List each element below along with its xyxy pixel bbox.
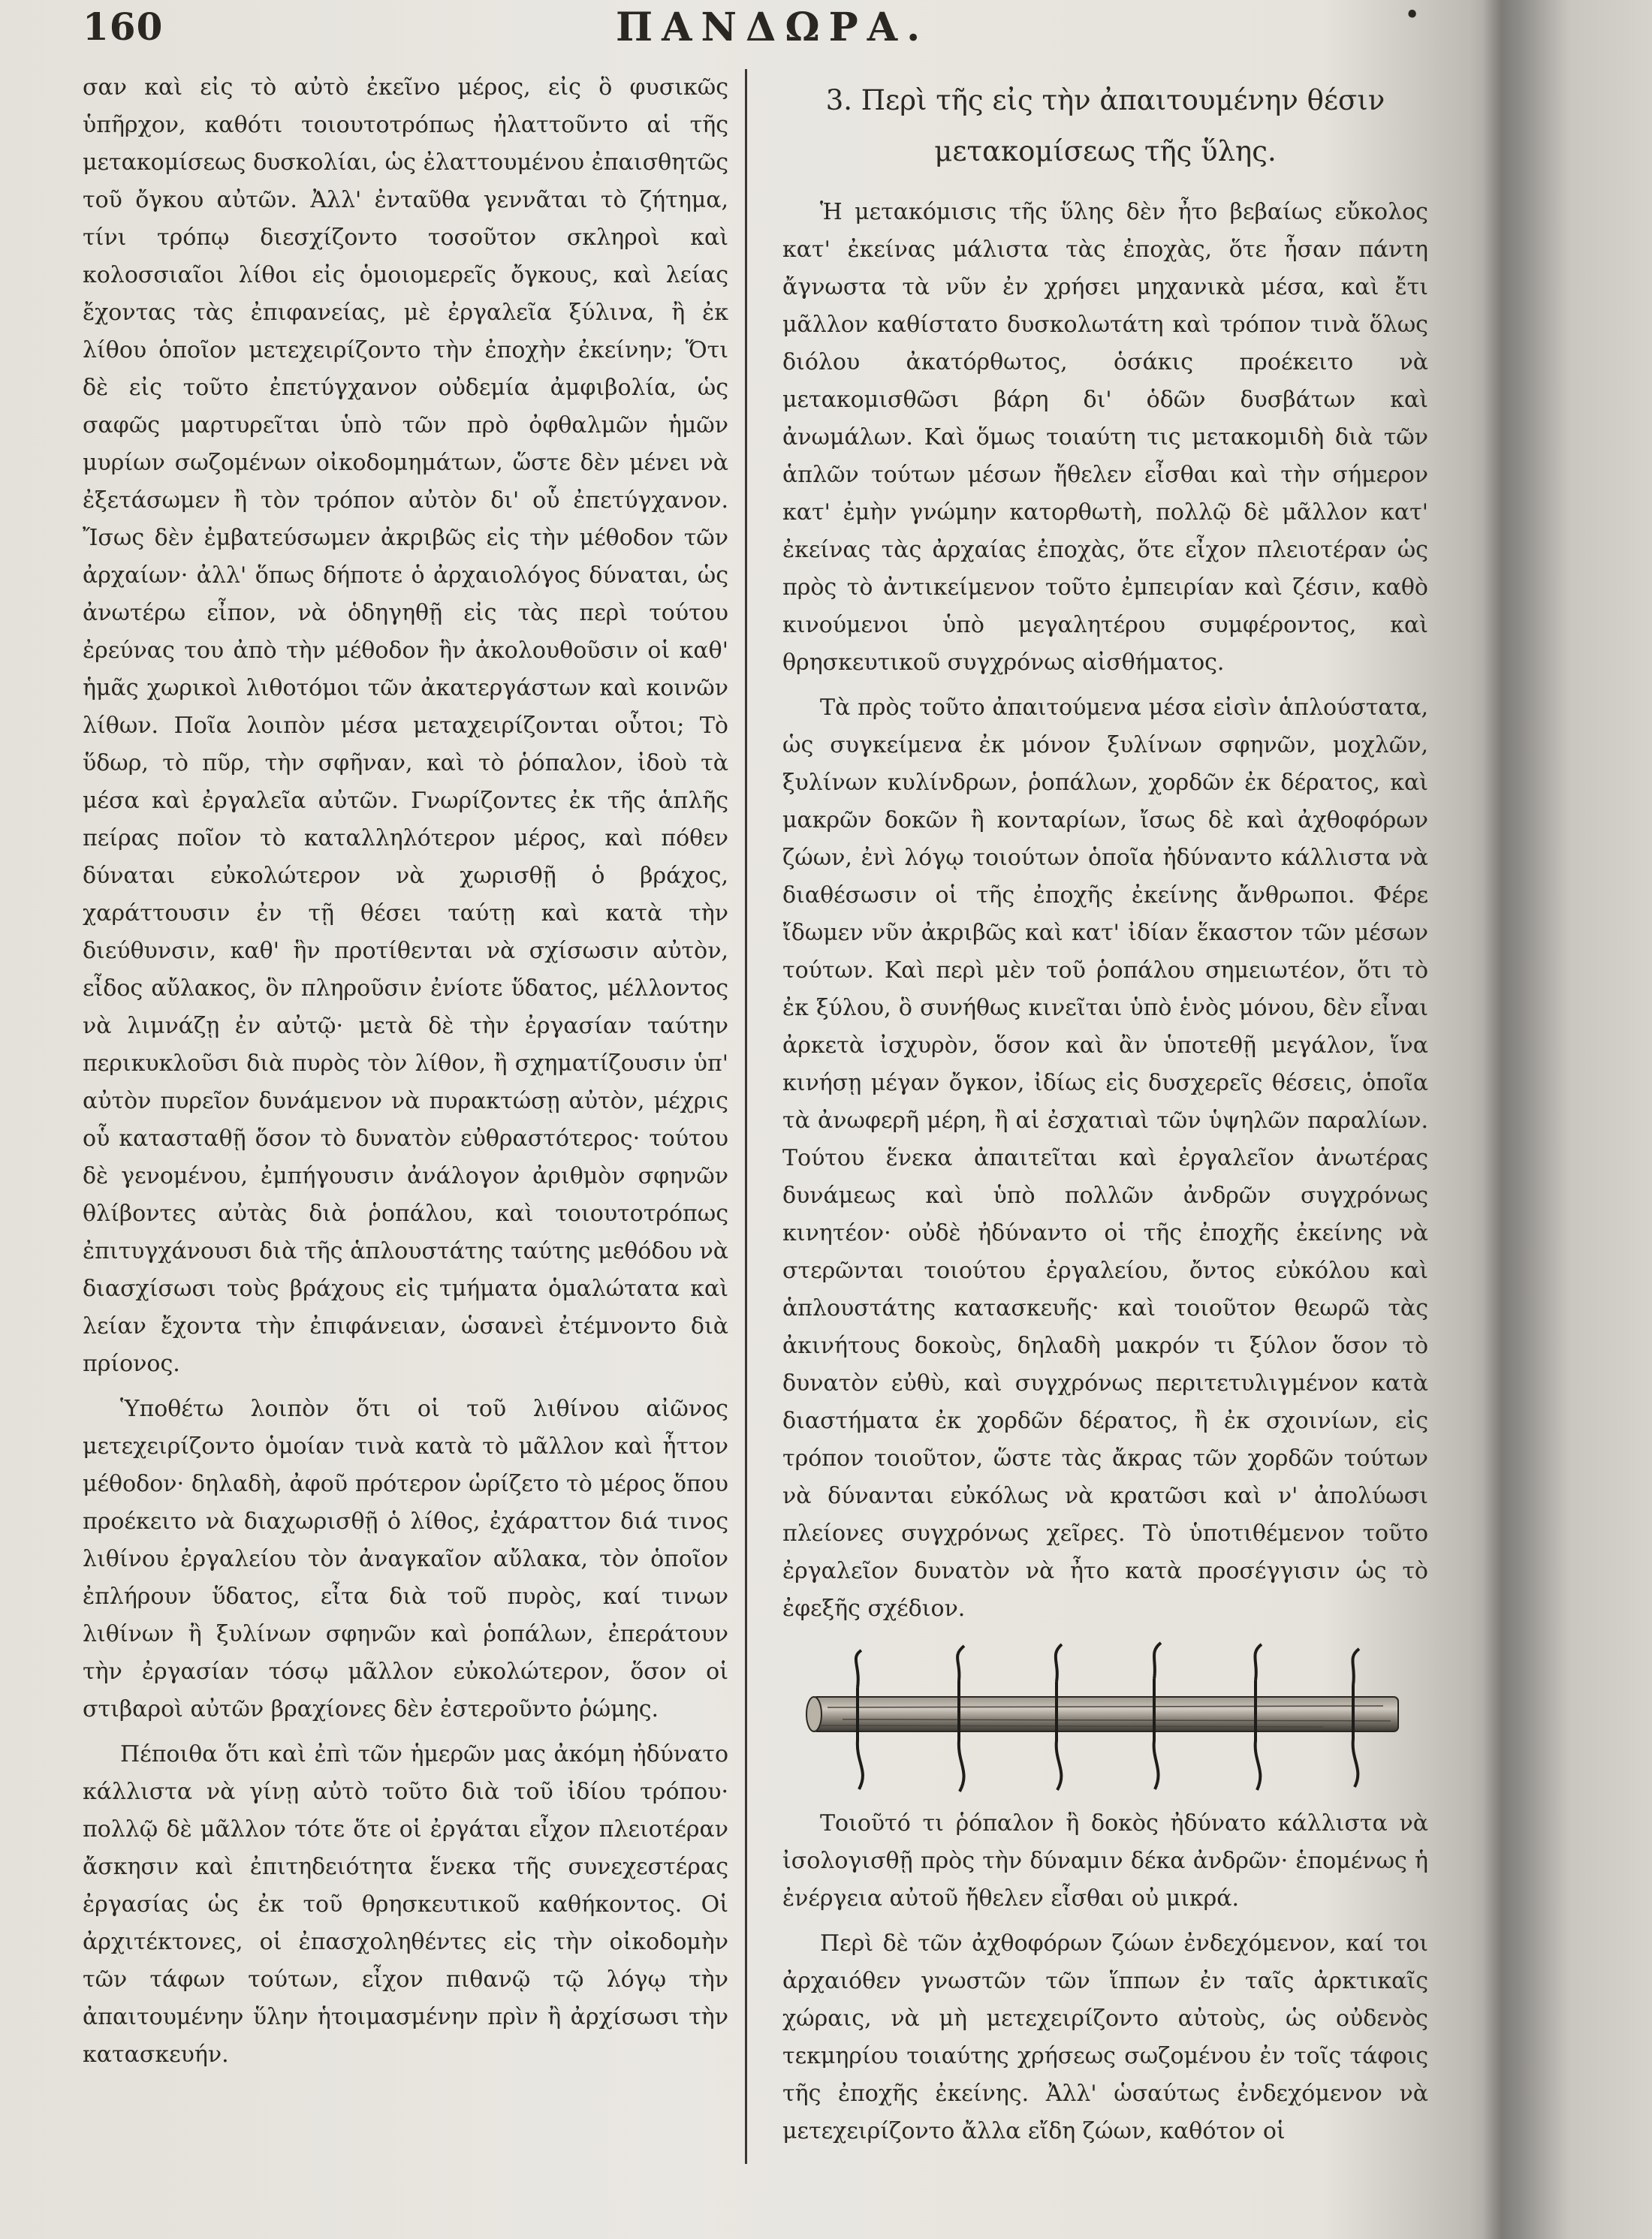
left-paragraph-1: σαν καὶ εἰς τὸ αὐτὸ ἐκεῖνο μέρος, εἰς ὃ φυσικῶς ὑπῆρχον, καθότι τοιουτοτρόπως ἠλαττοῦντο αἱ τῆς μετακομίσεως δυσκολίαι, ὡς ἐλαττουμένου ἐπαισθητῶς τοῦ ὄγκου αὐτῶν. Ἀλλ' ἐνταῦθα γεννᾶται τὸ ζήτημα, τίνι τρόπῳ διεσχίζοντο τοσοῦτον σκληροὶ καὶ κολοσσιαῖοι λίθοι εἰς ὁμοιομερεῖς ὄγκους, καὶ λείας ἔχοντας τὰς ἐπιφανείας, μὲ ἐργαλεῖα ξύλινα, ἢ ἐκ λίθου ὁποῖον μετεχειρίζοντο τὴν ἐποχὴν ἐκείνην; Ὅτι δὲ εἰς τοῦτο ἐπετύγχανον οὐδεμία ἀμφιβολία, ὡς σαφῶς μαρτυρεῖται ὑπὸ τῶν πρὸ ὀφθαλμῶν ἡμῶν μυρίων σωζομένων οἰκοδομημάτων, ὥστε δὲν μένει νὰ ἐξετάσωμεν ἢ τὸν τρόπον αὐτὸν δι' οὗ ἐπετύγχανον. Ἴσως δὲν ἐμβατεύσωμεν ἀκριβῶς εἰς τὴν μέθοδον τῶν ἀρχαίων· ἀλλ' ὅπως δήποτε ὁ ἀρχαιολόγος δύναται, ὡς ἀνωτέρω εἶπον, νὰ ὁδηγηθῇ εἰς τὰς περὶ τούτου ἐρεύνας του ἀπὸ τὴν μέθοδον ἣν ἀκολουθοῦσιν οἱ καθ' ἡμᾶς χωρικοὶ λιθοτόμοι τῶν ἀκατεργάστων καὶ κοινῶν λίθων. Ποῖα λοιπὸν μέσα μεταχειρίζονται οὗτοι; Τὸ ὕδωρ, τὸ πῦρ, τὴν σφῆναν, καὶ τὸ ῥόπαλον, ἰδοὺ τὰ μέσα καὶ ἐργαλεῖα αὐτῶν. Γνωρίζοντες ἐκ τῆς ἁπλῆς πείρας ποῖον τὸ καταλληλότερον μέρος, καὶ πόθεν δύναται εὐκολώτερον νὰ χωρισθῇ ὁ βράχος, χαράττουσιν ἐν τῇ θέσει ταύτῃ καὶ κατὰ τὴν διεύθυνσιν, καθ' ἣν προτίθενται νὰ σχίσωσιν αὐτὸν, εἶδος αὔλακος, ὃν πληροῦσιν ἐνίοτε ὕδατος, μέλλοντος νὰ λιμνάζῃ ἐν αὐτῷ· μετὰ δὲ τὴν ἐργασίαν ταύτην περικυκλοῦσι διὰ πυρὸς τὸν λίθον, ἢ σχηματίζουσιν ὑπ' αὐτὸν πυρεῖον δυνάμενον νὰ πυρακτώσῃ αὐτὸν, μέχρις οὗ κατασταθῇ ὅσον τὸ δυνατὸν εὐθραστότερος· τούτου δὲ γενομένου, ἐμπήγουσιν ἀνάλογον ἀριθμὸν σφηνῶν θλίβοντες αὐτὰς διὰ ῥοπάλου, καὶ τοιουτοτρόπως ἐπιτυγχάνουσι διὰ τῆς ἁπλουστάτης ταύτης μεθόδου νὰ διασχίσωσι τοὺς βράχους εἰς τμήματα ὁμαλώτατα καὶ λείαν ἔχοντα τὴν ἐπιφάνειαν, ὡσανεὶ ἐτέμνοντο διὰ πρίονος. xyxy=(83,74,728,1377)
margin-mark: • xyxy=(1404,0,1421,31)
left-paragraph-2: Ὑποθέτω λοιπὸν ὅτι οἱ τοῦ λιθίνου αἰῶνος μετεχειρίζοντο ὁμοίαν τινὰ κατὰ τὸ μᾶλλον καὶ ἧττον μέθοδον· δηλαδὴ, ἀφοῦ πρότερον ὡρίζετο τὸ μέρος ὅπου προέκειτο νὰ διαχωρισθῇ ὁ λίθος, ἐχάραττον διά τινος λιθίνου ἐργαλείου τὸν ἀναγκαῖον αὔλακα, τὸν ὁποῖον ἐπλήρουν ὕδατος, εἶτα διὰ τοῦ πυρὸς, καί τινων λιθίνων ἢ ξυλίνων σφηνῶν καὶ ῥοπάλων, ἐπεράτουν τὴν ἐργασίαν τόσῳ μᾶλλον εὐκολώτερον, ὅσον οἱ στιβαροὶ αὐτῶν βραχίονες δὲν ἐστεροῦντο ῥώμης. xyxy=(83,1396,728,1722)
left-paragraph-3: Πέποιθα ὅτι καὶ ἐπὶ τῶν ἡμερῶν μας ἀκόμη ἠδύνατο κάλλιστα νὰ γίνῃ αὐτὸ τοῦτο διὰ τοῦ ἰδίου τρόπου· πολλῷ δὲ μᾶλλον τότε ὅτε οἱ ἐργάται εἶχον πλειοτέραν ἄσκησιν καὶ ἐπιτηδειότητα ἕνεκα τῆς συνεχεστέρας ἐργασίας ὡς ἐκ τοῦ θρησκευτικοῦ καθήκοντος. Οἱ ἀρχιτέκτονες, οἱ ἐπασχοληθέντες εἰς τὴν οἰκοδομὴν τῶν τάφων τούτων, εἶχον πιθανῷ τῷ λόγῳ τὴν ἀπαιτουμένην ὕλην ἡτοιμασμένην πρὶν ἢ ἀρχίσωσι τὴν κατασκευήν. xyxy=(83,1741,728,2068)
right-paragraph-3: Τοιοῦτό τι ῥόπαλον ἢ δοκὸς ἠδύνατο κάλλιστα νὰ ἰσολογισθῇ πρὸς τὴν δύναμιν δέκα ἀνδρῶν· ἑπομένως ἡ ἐνέργεια αὐτοῦ ἤθελεν εἶσθαι οὐ μικρά. xyxy=(782,1810,1428,1912)
page-gutter-shadow xyxy=(1483,0,1521,2239)
section-heading: 3. Περὶ τῆς εἰς τὴν ἀπαιτουμένην θέσιν μετακομίσεως τῆς ὕλης. xyxy=(825,84,1385,167)
right-paragraph-2: Τὰ πρὸς τοῦτο ἀπαιτούμενα μέσα εἰσὶν ἁπλούστατα, ὡς συγκείμενα ἐκ μόνον ξυλίνων σφηνῶν, μοχλῶν, ξυλίνων κυλίνδρων, ῥοπάλων, χορδῶν ἐκ δέρατος, καὶ μακρῶν δοκῶν ἢ κονταρίων, ἴσως δὲ καὶ ἀχθοφόρων ζώων, ἐνὶ λόγῳ τοιούτων ὁποῖα ἠδύναντο κάλλιστα νὰ διαθέσωσιν οἱ τῆς ἐποχῆς ἐκείνης ἄνθρωποι. Φέρε ἴδωμεν νῦν ἀκριβῶς καὶ κατ' ἰδίαν ἕκαστον τῶν μέσων τούτων. Καὶ περὶ μὲν τοῦ ῥοπάλου σημειωτέον, ὅτι τὸ ἐκ ξύλου, ὃ συνήθως κινεῖται ὑπὸ ἑνὸς μόνου, δὲν εἶναι ἀρκετὰ ἰσχυρὸν, ὅσον καὶ ἂν ὑποτεθῇ μεγάλον, ἵνα κινήσῃ μέγαν ὄγκον, ἰδίως εἰς δυσχερεῖς θέσεις, ὁποῖα τὰ ἀνωφερῆ μέρη, ἢ αἱ ἐσχατιαὶ τῶν ὑψηλῶν παραλίων. Τούτου ἕνεκα ἀπαιτεῖται καὶ ἐργαλεῖον ἀνωτέρας δυνάμεως καὶ ὑπὸ πολλῶν ἀνδρῶν συγχρόνως κινητέον· οὐδὲ ἠδύναντο οἱ τῆς ἐποχῆς ἐκείνης νὰ στερῶνται τοιούτου ἐργαλείου, ὄντος εὐκόλου καὶ ἁπλουστάτης κατασκευῆς· καὶ τοιοῦτον θεωρῶ τὰς ἀκινήτους δοκοὺς, δηλαδὴ μακρόν τι ξύλον ὅσον τὸ δυνατὸν εὐθὺ, καὶ συγχρόνως περιτετυλιγμένον κατὰ διαστήματα ἐκ χορδῶν δέρατος, ἢ ἐκ σχοινίων, εἰς τρόπον τοιοῦτον, ὥστε τὰς ἄκρας τῶν χορδῶν τούτων νὰ δύνανται εὐκόλως νὰ κρατῶσι καὶ ν' ἀπολύωσι πλείονες συγχρόνως χεῖρες. Τὸ ὑποτιθέμενον τοῦτο ἐργαλεῖον δυνατὸν νὰ ἦτο κατὰ προσέγγισιν ὡς τὸ ἐφεξῆς σχέδιον. xyxy=(782,695,1428,1622)
beam-illustration xyxy=(797,1635,1413,1801)
running-title: ΠΑΝΔΩΡΑ. xyxy=(616,5,930,50)
right-paragraph-1: Ἡ μετακόμισις τῆς ὕλης δὲν ἦτο βεβαίως εὔκολος κατ' ἐκείνας μάλιστα τὰς ἐποχὰς, ὅτε ἦσαν πάντη ἄγνωστα τὰ νῦν ἐν χρήσει μηχανικὰ μέσα, καὶ ἔτι μᾶλλον καθίστατο δυσκολωτάτη καὶ τρόπον τινὰ ὅλως διόλου ἀκατόρθωτος, ὁσάκις προέκειτο νὰ μετακομισθῶσι βάρη δι' ὁδῶν δυσβάτων καὶ ἀνωμάλων. Καὶ ὅμως τοιαύτη τις μετακομιδὴ διὰ τῶν ἁπλῶν τούτων μέσων ἤθελεν εἶσθαι καὶ τὴν σήμερον κατ' ἐμὴν γνώμην κατορθωτὴ, πολλῷ δὲ μᾶλλον κατ' ἐκείνας τὰς ἀρχαίας ἐποχὰς, ὅτε εἶχον πλειοτέραν ὡς πρὸς τὸ ἀντικείμενον τοῦτο ἐμπειρίαν καὶ ζέσιν, καθὸ κινούμενοι ὑπὸ μεγαλητέρου συμφέροντος, καὶ θρησκευτικοῦ συγχρόνως αἰσθήματος. xyxy=(782,199,1428,676)
column-divider xyxy=(745,69,747,2164)
right-paragraph-4: Περὶ δὲ τῶν ἀχθοφόρων ζώων ἐνδεχόμενον, καί τοι ἀρχαιόθεν γνωστῶν τῶν ἵππων ἐν ταῖς ἀρκτικαῖς χώραις, νὰ μὴ μετεχειρίζοντο αὐτοὺς, ὡς οὐδενὸς τεκμηρίου τοιαύτης χρήσεως σωζομένου ἐν τοῖς τάφοις τῆς ἐποχῆς ἐκείνης. Ἀλλ' ὡσαύτως ἐνδεχόμενον νὰ μετεχειρίζοντο ἄλλα εἴδη ζώων, καθότον οἱ xyxy=(782,1930,1428,2144)
left-column xyxy=(83,69,728,2081)
right-column xyxy=(782,69,1428,2158)
wooden-beam xyxy=(806,1697,1398,1731)
page-number: 160 xyxy=(83,5,164,49)
